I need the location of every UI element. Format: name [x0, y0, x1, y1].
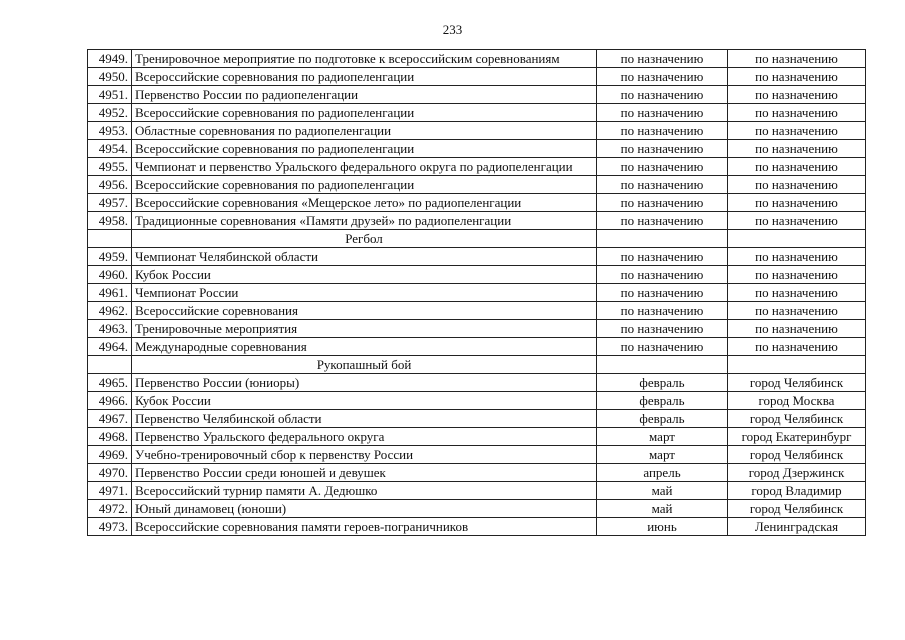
row-number: 4971. [88, 482, 132, 500]
table-row [88, 338, 866, 356]
row-number: 4964. [88, 338, 132, 356]
row-number: 4963. [88, 320, 132, 338]
event-place: город Челябинск [728, 374, 866, 392]
event-place: по назначению [728, 284, 866, 302]
event-place: по назначению [728, 212, 866, 230]
table-row [88, 104, 866, 122]
section-place-cell [728, 230, 866, 248]
row-number: 4951. [88, 86, 132, 104]
row-number: 4950. [88, 68, 132, 86]
table-row [88, 392, 866, 410]
event-name: Первенство России (юниоры) [132, 374, 597, 392]
event-name: Первенство Челябинской области [132, 410, 597, 428]
row-number: 4970. [88, 464, 132, 482]
table-row [88, 266, 866, 284]
event-name: Первенство России по радиопеленгации [132, 86, 597, 104]
event-date: март [597, 446, 728, 464]
table-row [88, 428, 866, 446]
table-row [88, 302, 866, 320]
event-date: март [597, 428, 728, 446]
event-date: февраль [597, 410, 728, 428]
event-place: по назначению [728, 176, 866, 194]
event-place: по назначению [728, 248, 866, 266]
section-row [88, 230, 866, 248]
row-number: 4965. [88, 374, 132, 392]
event-name: Традиционные соревнования «Памяти друзей» по радиопеленгации [132, 212, 597, 230]
table-row [88, 446, 866, 464]
event-place: по назначению [728, 320, 866, 338]
event-date: апрель [597, 464, 728, 482]
row-number: 4957. [88, 194, 132, 212]
event-date: по назначению [597, 50, 728, 68]
table-row [88, 482, 866, 500]
event-name: Всероссийские соревнования [132, 302, 597, 320]
event-place: по назначению [728, 104, 866, 122]
event-date: по назначению [597, 140, 728, 158]
event-name: Тренировочные мероприятия [132, 320, 597, 338]
event-date: по назначению [597, 158, 728, 176]
table-row [88, 518, 866, 536]
row-number: 4955. [88, 158, 132, 176]
row-number: 4966. [88, 392, 132, 410]
event-place: по назначению [728, 302, 866, 320]
event-date: по назначению [597, 212, 728, 230]
event-place: город Москва [728, 392, 866, 410]
event-name: Всероссийские соревнования по радиопеленгации [132, 68, 597, 86]
event-name: Всероссийские соревнования по радиопеленгации [132, 104, 597, 122]
section-number-cell [88, 356, 132, 374]
event-date: февраль [597, 392, 728, 410]
table-row [88, 86, 866, 104]
section-date-cell [597, 356, 728, 374]
table-row [88, 50, 866, 68]
event-date: по назначению [597, 176, 728, 194]
event-name: Тренировочное мероприятие по подготовке к всероссийским соревнованиям [132, 50, 597, 68]
row-number: 4961. [88, 284, 132, 302]
event-date: по назначению [597, 248, 728, 266]
event-name: Всероссийские соревнования «Мещерское лето» по радиопеленгации [132, 194, 597, 212]
event-date: июнь [597, 518, 728, 536]
row-number: 4973. [88, 518, 132, 536]
row-number: 4958. [88, 212, 132, 230]
event-date: по назначению [597, 266, 728, 284]
section-number-cell [88, 230, 132, 248]
table-row [88, 140, 866, 158]
event-place: по назначению [728, 194, 866, 212]
event-place: город Владимир [728, 482, 866, 500]
event-name: Международные соревнования [132, 338, 597, 356]
event-name: Первенство России среди юношей и девушек [132, 464, 597, 482]
row-number: 4960. [88, 266, 132, 284]
event-place: по назначению [728, 338, 866, 356]
table-row [88, 122, 866, 140]
event-date: по назначению [597, 104, 728, 122]
event-date: по назначению [597, 284, 728, 302]
row-number: 4967. [88, 410, 132, 428]
event-name: Областные соревнования по радиопеленгации [132, 122, 597, 140]
table-row [88, 374, 866, 392]
event-name: Чемпионат и первенство Уральского федерального округа по радиопеленгации [132, 158, 597, 176]
event-place: по назначению [728, 158, 866, 176]
row-number: 4962. [88, 302, 132, 320]
page-number: 233 [442, 22, 463, 37]
event-place: по назначению [728, 86, 866, 104]
event-name: Кубок России [132, 266, 597, 284]
event-name: Всероссийские соревнования памяти героев-пограничников [132, 518, 597, 536]
row-number: 4972. [88, 500, 132, 518]
row-number: 4968. [88, 428, 132, 446]
table-row [88, 158, 866, 176]
section-place-cell [728, 356, 866, 374]
event-date: май [597, 500, 728, 518]
event-place: город Челябинск [728, 410, 866, 428]
event-name: Всероссийские соревнования по радиопеленгации [132, 140, 597, 158]
section-title: Рукопашный бой [132, 356, 597, 374]
event-name: Чемпионат Челябинской области [132, 248, 597, 266]
event-place: по назначению [728, 50, 866, 68]
row-number: 4959. [88, 248, 132, 266]
row-number: 4954. [88, 140, 132, 158]
event-date: по назначению [597, 122, 728, 140]
event-date: по назначению [597, 338, 728, 356]
event-place: по назначению [728, 266, 866, 284]
event-date: по назначению [597, 86, 728, 104]
table-row [88, 194, 866, 212]
event-place: по назначению [728, 122, 866, 140]
event-name: Чемпионат России [132, 284, 597, 302]
table-row [88, 284, 866, 302]
event-place: город Дзержинск [728, 464, 866, 482]
table-row [88, 320, 866, 338]
row-number: 4949. [88, 50, 132, 68]
table-row [88, 176, 866, 194]
table-row [88, 212, 866, 230]
table-row [88, 464, 866, 482]
section-title: Регбол [132, 230, 597, 248]
section-date-cell [597, 230, 728, 248]
row-number: 4969. [88, 446, 132, 464]
event-name: Первенство Уральского федерального округа [132, 428, 597, 446]
event-name: Юный динамовец (юноши) [132, 500, 597, 518]
event-place: город Челябинск [728, 446, 866, 464]
table-row [88, 68, 866, 86]
table-row [88, 500, 866, 518]
event-name: Учебно-тренировочный сбор к первенству России [132, 446, 597, 464]
event-date: по назначению [597, 68, 728, 86]
event-date: май [597, 482, 728, 500]
event-place: город Екатеринбург [728, 428, 866, 446]
table-row [88, 410, 866, 428]
event-name: Кубок России [132, 392, 597, 410]
event-date: по назначению [597, 320, 728, 338]
event-place: Ленинградская [728, 518, 866, 536]
table-row [88, 248, 866, 266]
event-date: по назначению [597, 302, 728, 320]
event-place: по назначению [728, 68, 866, 86]
event-place: по назначению [728, 140, 866, 158]
event-date: февраль [597, 374, 728, 392]
row-number: 4956. [88, 176, 132, 194]
events-table-body [88, 50, 866, 536]
event-place: город Челябинск [728, 500, 866, 518]
events-table [87, 49, 866, 536]
event-name: Всероссийские соревнования по радиопеленгации [132, 176, 597, 194]
row-number: 4953. [88, 122, 132, 140]
event-name: Всероссийский турнир памяти А. Дедюшко [132, 482, 597, 500]
section-row [88, 356, 866, 374]
row-number: 4952. [88, 104, 132, 122]
event-date: по назначению [597, 194, 728, 212]
